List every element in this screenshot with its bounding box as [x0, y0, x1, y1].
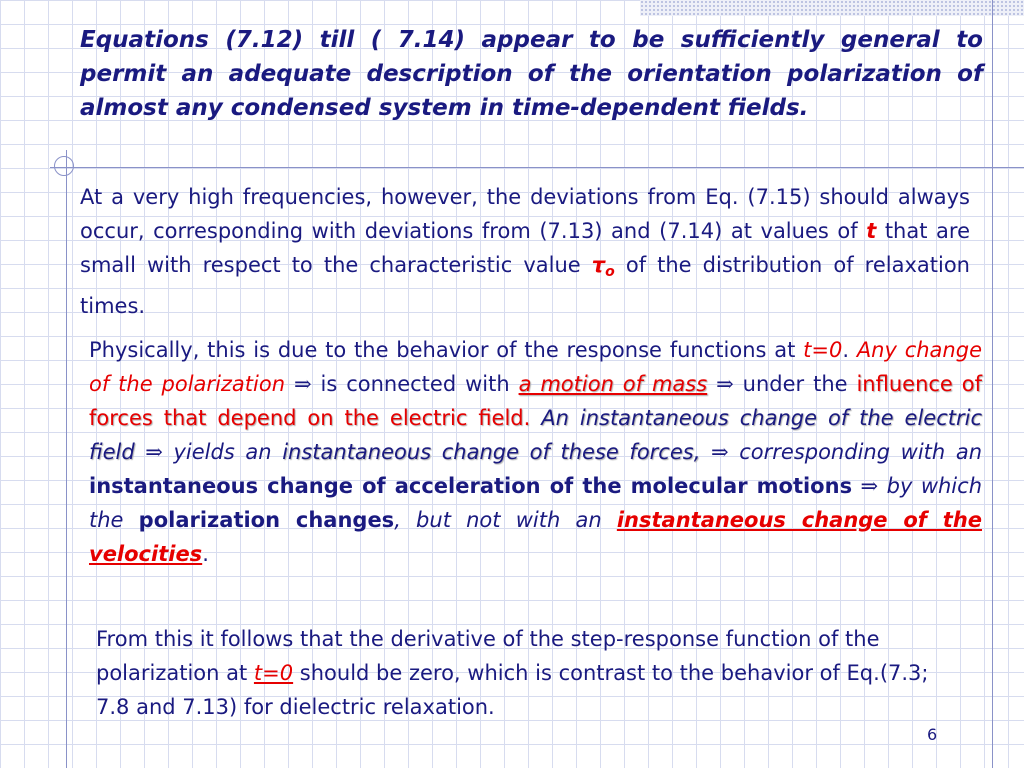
- decorative-top-band: [640, 0, 1024, 16]
- p3-text-7: influence of forces that depend on the electric field.: [89, 372, 983, 430]
- p3-text-2: .: [842, 338, 857, 362]
- symbol-tau-o: [591, 253, 615, 280]
- p4-t0: t=0: [253, 661, 294, 685]
- implies-arrow-2: ⇒: [716, 372, 734, 396]
- p3-text-1: Physically, this is due to the behavior of the response functions at: [89, 338, 804, 362]
- implies-arrow-5: ⇒: [860, 474, 879, 498]
- p3-text-14: polarization changes: [138, 508, 395, 532]
- p3-text-15: , but not with an: [394, 508, 617, 532]
- p3-text-13: by which the: [89, 474, 982, 532]
- right-divider-line: [992, 0, 993, 768]
- p2-text-2: that are small with respect to the characteristic value: [80, 219, 970, 277]
- p3-text-11: corresponding with an: [728, 440, 983, 464]
- implies-arrow-4: ⇒: [711, 440, 729, 464]
- p3-text-5: a motion of mass: [518, 372, 708, 396]
- p2-text-3: of the distribution of relaxation times.: [80, 253, 970, 318]
- p3-t0: t=0: [803, 338, 843, 362]
- p2-text-1: At a very high frequencies, however, the deviations from Eq. (7.15) should always occur, corresponding with deviations from (7.13) and (7.14) at values of: [80, 185, 970, 243]
- physical-explanation-paragraph: [89, 333, 982, 571]
- p3-text-4: is connected with: [311, 372, 519, 396]
- left-divider-line: [66, 150, 67, 768]
- p4-text-2: should be zero, which is contrast to the behavior of Eq.(7.3; 7.8 and 7.13) for dielectric relaxation.: [96, 661, 929, 719]
- page-number: 6: [927, 725, 938, 744]
- high-frequency-paragraph: [80, 180, 970, 323]
- conclusion-paragraph: [96, 622, 966, 724]
- intro-text: Equations (7.12) till ( 7.14) appear to be sufficiently general to permit an adequate description of the orientation polarization of almost any condensed system in time-dependent fields.: [80, 27, 983, 121]
- implies-arrow-3: ⇒: [145, 440, 163, 464]
- tau-subscript: o: [605, 264, 615, 280]
- horizontal-divider-line: [50, 167, 1024, 168]
- intro-paragraph: [80, 23, 983, 125]
- p3-text-6: under the: [733, 372, 857, 396]
- corner-circle-ornament: [54, 156, 74, 176]
- p3-text-3: Any change of the polarization: [89, 338, 982, 396]
- p3-text-16: instantaneous change of the velocities: [89, 508, 983, 566]
- symbol-t: t: [866, 219, 877, 243]
- p3-text-10: instantaneous change of these forces,: [282, 440, 701, 464]
- implies-arrow-1: ⇒: [293, 372, 312, 396]
- p4-text-1: From this it follows that the derivative of the step-response function of the polarization at: [96, 627, 880, 685]
- p3-text-17: .: [202, 542, 209, 566]
- p3-text-8: An instantaneous change of the electric field: [89, 406, 982, 464]
- tau-symbol: τ: [591, 253, 606, 277]
- p3-text-12: instantaneous change of acceleration of the molecular motions: [89, 474, 853, 498]
- p3-text-9: yields an: [162, 440, 283, 464]
